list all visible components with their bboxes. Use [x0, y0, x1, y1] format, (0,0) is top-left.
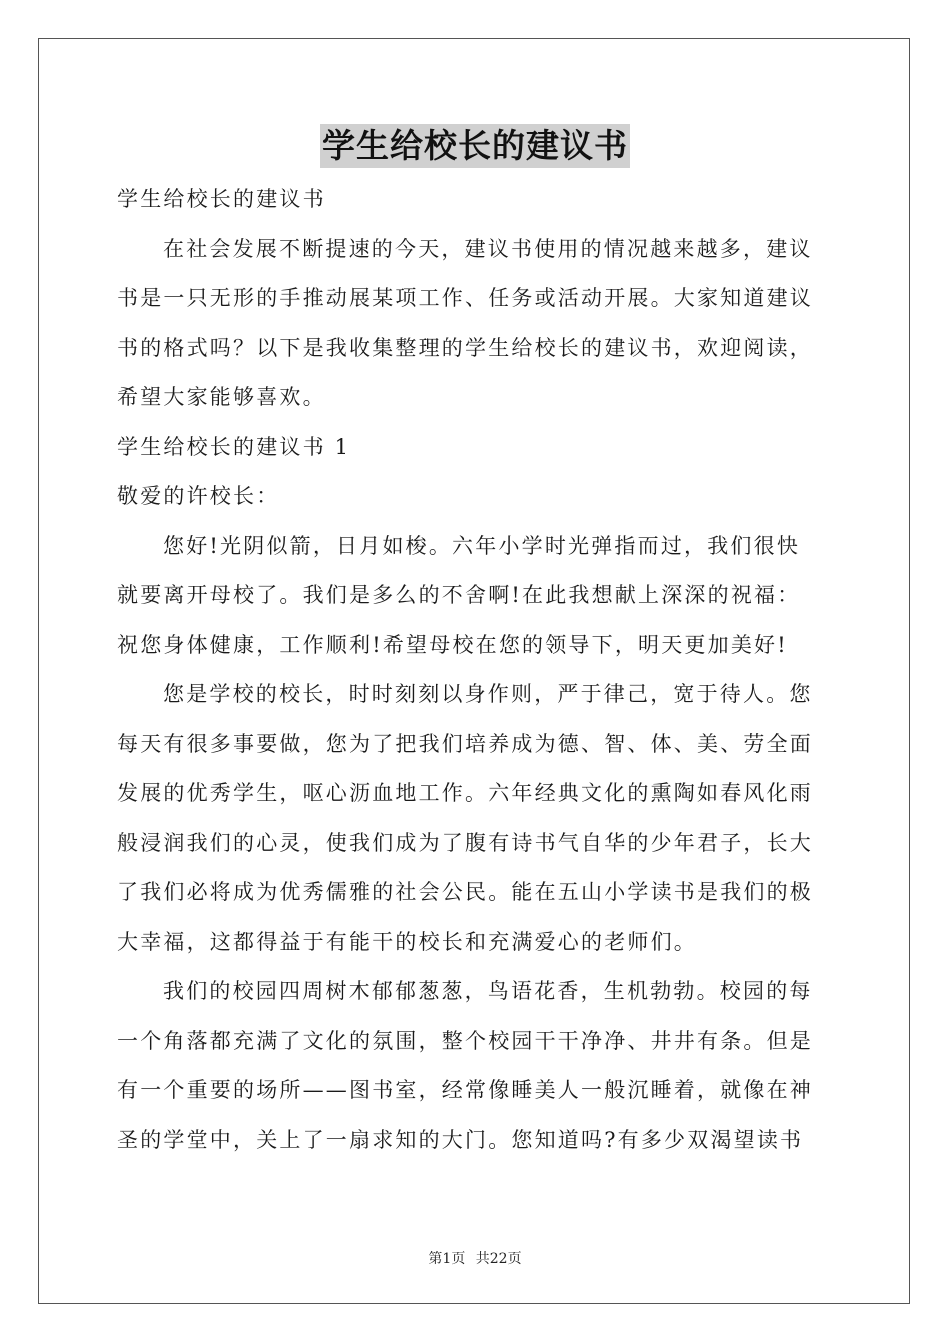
paragraph-line: 书是一只无形的手推动展某项工作、任务或活动开展。大家知道建议	[117, 286, 813, 310]
paragraph-line: 大幸福，这都得益于有能干的校长和充满爱心的老师们。	[117, 929, 697, 954]
paragraph-line: 发展的优秀学生，呕心沥血地工作。六年经典文化的熏陶如春风化雨	[117, 781, 813, 805]
paragraph-line: 了我们必将成为优秀儒雅的社会公民。能在五山小学读书是我们的极	[117, 880, 813, 904]
document-body	[117, 177, 833, 1167]
subtitle-line: 学生给校长的建议书	[117, 187, 326, 211]
paragraph-line: 希望大家能够喜欢。	[117, 385, 326, 409]
paragraph-line: 在社会发展不断提速的今天，建议书使用的情况越来越多，建议	[163, 236, 813, 261]
title-container	[0, 124, 950, 168]
paragraph-line: 般浸润我们的心灵，使我们成为了腹有诗书气自华的少年君子，长大	[117, 830, 813, 855]
paragraph-line: 一个角落都充满了文化的氛围，整个校园干干净净、井井有条。但是	[117, 1028, 813, 1053]
paragraph-line: 您好!光阴似箭，日月如梭。六年小学时光弹指而过，我们很快	[163, 533, 801, 558]
paragraph-line: 圣的学堂中，关上了一扇求知的大门。您知道吗?有多少双渴望读书	[117, 1127, 804, 1152]
paragraph-line: 我们的校园四周树木郁郁葱葱，鸟语花香，生机勃勃。校园的每	[163, 979, 813, 1003]
paragraph-line: 每天有很多事要做，您为了把我们培养成为德、智、体、美、劳全面	[117, 731, 813, 756]
page-footer: 第1页 共22页	[428, 1251, 522, 1267]
salutation-line: 敬爱的许校长：	[117, 484, 280, 508]
paragraph-line: 书的格式吗？以下是我收集整理的学生给校长的建议书，欢迎阅读，	[117, 335, 813, 360]
paragraph-line: 有一个重要的场所——图书室，经常像睡美人一般沉睡着，就像在神	[117, 1078, 813, 1102]
document-title: 学生给校长的建议书	[320, 124, 630, 168]
section-heading: 学生给校长的建议书 1	[117, 434, 351, 459]
paragraph-line: 您是学校的校长，时时刻刻以身作则，严于律己，宽于待人。您	[163, 682, 813, 706]
paragraph-line: 就要离开母校了。我们是多么的不舍啊!在此我想献上深深的祝福：	[117, 583, 801, 607]
paragraph-line: 祝您身体健康，工作顺利!希望母校在您的领导下，明天更加美好!	[117, 632, 788, 657]
